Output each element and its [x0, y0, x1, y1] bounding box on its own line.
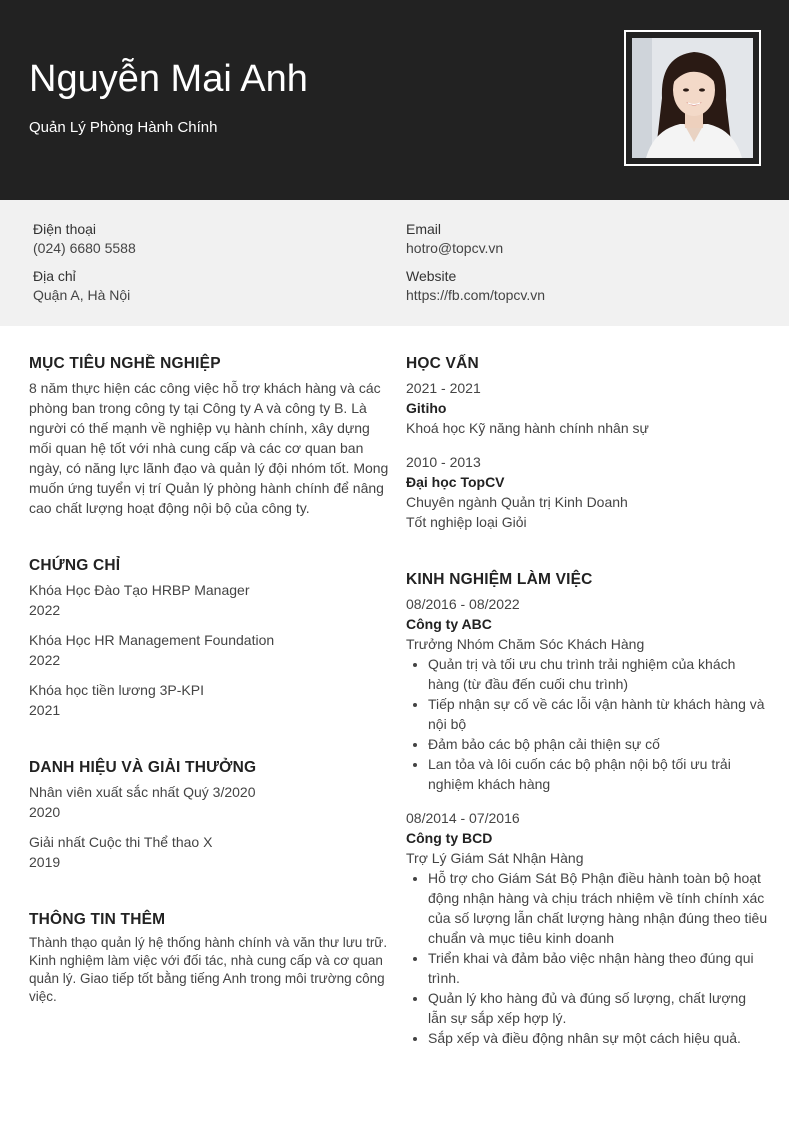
address-label: Địa chỉ: [33, 268, 76, 284]
candidate-title: Quản Lý Phòng Hành Chính: [29, 119, 218, 136]
education-period: 2010 - 2013: [406, 454, 481, 470]
experience-item: [406, 594, 768, 794]
duty-item: • Hỗ trợ cho Giám Sát Bộ Phận điều hành toàn bộ hoạt động nhận hàng và chịu trách nhiệm về tính chính xác của số lượng lẫn chất lượng hàng nhận đúng theo tiêu chuẩn và mục tiêu kinh doanh: [428, 868, 768, 948]
address-value: Quận A, Hà Nội: [33, 287, 131, 303]
objective-heading: MỤC TIÊU NGHỀ NGHIỆP: [29, 355, 221, 372]
award-item: [29, 832, 391, 872]
education-detail: Tốt nghiệp loại Giỏi: [406, 514, 527, 530]
education-period: 2021 - 2021: [406, 380, 481, 396]
education-item: [406, 378, 768, 438]
award-item: [29, 782, 391, 822]
experience-role: Trưởng Nhóm Chăm Sóc Khách Hàng: [406, 636, 645, 652]
certificate-item: [29, 630, 391, 670]
education-detail: Khoá học Kỹ năng hành chính nhân sự: [406, 420, 649, 436]
duty-item: • Quản lý kho hàng đủ và đúng số lượng, chất lượng lẫn sự sắp xếp hợp lý.: [428, 988, 768, 1028]
experience-role: Trợ Lý Giám Sát Nhận Hàng: [406, 850, 584, 866]
award-name: Giải nhất Cuộc thi Thể thao X: [29, 834, 213, 850]
education-item: [406, 452, 768, 532]
phone-label: Điện thoại: [33, 221, 97, 237]
certificates-section: [29, 556, 391, 720]
certificate-year: 2022: [29, 602, 61, 618]
profile-photo: [632, 38, 753, 158]
address-block: [33, 267, 130, 305]
certificate-item: [29, 680, 391, 720]
duty-item: • Lan tỏa và lôi cuốn các bộ phận nội bộ tối ưu trải nghiệm khách hàng: [428, 754, 768, 794]
education-section: [406, 354, 768, 532]
award-year: 2019: [29, 854, 61, 870]
cv-header: [0, 0, 789, 200]
experience-item: [406, 808, 768, 1048]
experience-duties: [406, 654, 768, 794]
website-value[interactable]: https://fb.com/topcv.vn: [406, 287, 546, 303]
email-label: Email: [406, 221, 442, 237]
certificate-year: 2022: [29, 652, 61, 668]
phone-block: [33, 220, 136, 258]
left-column: [29, 354, 391, 1006]
education-school: Đại học TopCV: [406, 474, 505, 490]
contact-section: [0, 200, 789, 326]
extra-info-text: Thành thạo quản lý hệ thống hành chính và văn thư lưu trữ. Kinh nghiệm làm việc với đối tác, nhà cung cấp và cơ quan quản lý. Giao tiếp tốt bằng tiếng Anh trong môi trường công việc.: [29, 935, 388, 1004]
awards-heading: DANH HIỆU VÀ GIẢI THƯỞNG: [29, 759, 257, 776]
website-label: Website: [406, 268, 457, 284]
certificates-heading: CHỨNG CHỈ: [29, 557, 121, 574]
certificate-year: 2021: [29, 702, 61, 718]
phone-value: (024) 6680 5588: [33, 240, 136, 256]
objective-text: 8 năm thực hiện các công việc hỗ trợ khách hàng và các phòng ban trong công ty tại Công ty A và công ty B. Là người có thế mạnh về nghiệp vụ hành chính, xây dựng mối quan hệ tốt với nhà cung cấp và các cơ quan ban ngày, có năng lực lãnh đạo và quản lý đội nhóm tốt. Mong muốn ứng tuyển vị trí Quản lý phòng hành chính để nâng cao chất lượng hoạt động nội bộ của công ty.: [29, 380, 389, 516]
certificate-name: Khóa học tiền lương 3P-KPI: [29, 682, 204, 698]
portrait-illustration: [632, 38, 753, 158]
certificate-item: [29, 580, 391, 620]
awards-section: [29, 758, 391, 872]
education-school: Gitiho: [406, 400, 447, 416]
duty-item: • Đảm bảo các bộ phận cải thiện sự cố: [428, 734, 768, 754]
award-year: 2020: [29, 804, 61, 820]
objective-section: [29, 354, 391, 518]
website-block: [406, 267, 545, 305]
candidate-name: Nguyễn Mai Anh: [29, 58, 308, 100]
profile-photo-frame: [624, 30, 761, 166]
duty-item: • Tiếp nhận sự cố về các lỗi vận hành từ khách hàng và nội bộ: [428, 694, 768, 734]
duty-item: • Sắp xếp và điều động nhân sự một cách hiệu quả.: [428, 1028, 768, 1048]
extra-info-section: [29, 910, 391, 1006]
certificate-name: Khóa Học HR Management Foundation: [29, 632, 275, 648]
email-block: [406, 220, 503, 258]
award-name: Nhân viên xuất sắc nhất Quý 3/2020: [29, 784, 256, 800]
email-value[interactable]: hotro@topcv.vn: [406, 240, 504, 256]
experience-duties: [406, 868, 768, 1048]
extra-info-heading: THÔNG TIN THÊM: [29, 911, 166, 928]
certificate-name: Khóa Học Đào Tạo HRBP Manager: [29, 582, 250, 598]
experience-period: 08/2016 - 08/2022: [406, 596, 520, 612]
experience-company: Công ty ABC: [406, 616, 492, 632]
experience-company: Công ty BCD: [406, 830, 493, 846]
right-column: [406, 354, 768, 1048]
experience-section: [406, 570, 768, 1048]
experience-period: 08/2014 - 07/2016: [406, 810, 520, 826]
experience-heading: KINH NGHIỆM LÀM VIỆC: [406, 571, 593, 588]
education-heading: HỌC VẤN: [406, 355, 479, 372]
duty-item: • Triển khai và đảm bảo việc nhận hàng theo đúng qui trình.: [428, 948, 768, 988]
education-detail: Chuyên ngành Quản trị Kinh Doanh: [406, 494, 628, 510]
duty-item: • Quản trị và tối ưu chu trình trải nghiệm của khách hàng (từ đầu đến cuối chu trình): [428, 654, 768, 694]
